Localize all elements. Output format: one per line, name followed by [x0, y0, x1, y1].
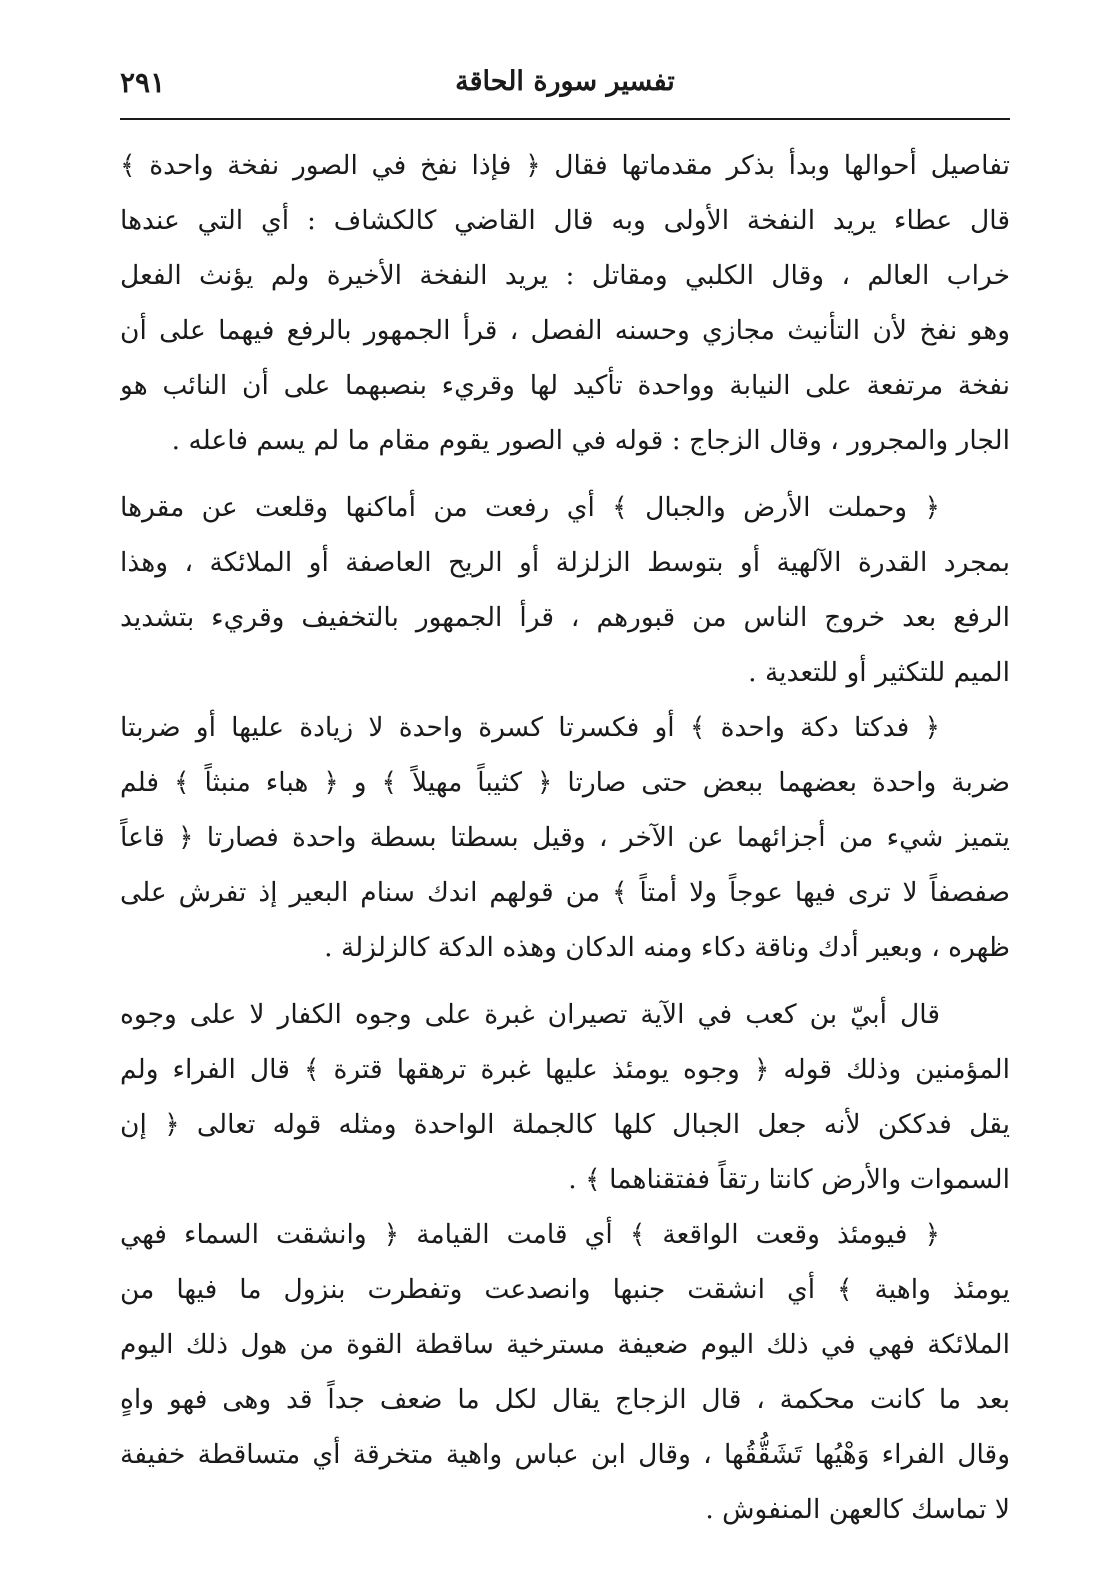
text-line: صفصفاً لا ترى فيها عوجاً ولا أمتاً ﴾ من قولهم اندك سنام البعير إذ تفرش على [120, 877, 1010, 908]
text-line: ﴿ وحملت الأرض والجبال ﴾ أي رفعت من أماكنها وقلعت عن مقرها [120, 492, 940, 523]
header-rule [120, 118, 1010, 120]
running-title: تفسير سورة الحاقة [455, 66, 675, 97]
text-line: ﴿ فيومئذ وقعت الواقعة ﴾ أي قامت القيامة ﴿ وانشقت السماء فهي [120, 1219, 940, 1250]
text-line: نفخة مرتفعة على النيابة وواحدة تأكيد لها وقريء بنصبهما على أن النائب هو [120, 370, 1010, 401]
text-line: وهو نفخ لأن التأنيث مجازي وحسنه الفصل ، قرأ الجمهور بالرفع فيهما على أن [120, 315, 1010, 346]
text-line: بمجرد القدرة الآلهية أو بتوسط الزلزلة أو الريح العاصفة أو الملائكة ، وهذا [120, 547, 1010, 578]
text-line: ﴿ فدكتا دكة واحدة ﴾ أو فكسرتا كسرة واحدة لا زيادة عليها أو ضربتا [120, 712, 940, 743]
text-line: ظهره ، وبعير أدك وناقة دكاء ومنه الدكان وهذه الدكة كالزلزلة . [324, 932, 1010, 963]
text-line: الرفع بعد خروج الناس من قبورهم ، قرأ الجمهور بالتخفيف وقريء بتشديد [120, 602, 1010, 633]
page-number: ٢٩١ [120, 66, 166, 99]
text-line: المؤمنين وذلك قوله ﴿ وجوه يومئذ عليها غبرة ترهقها قترة ﴾ قال الفراء ولم [120, 1054, 1010, 1085]
paragraph-5 [120, 1207, 1010, 1537]
text-line: السموات والأرض كانتا رتقاً ففتقناهما ﴾ . [568, 1164, 1010, 1195]
page-header [120, 66, 1010, 106]
paragraph-gap [120, 975, 1010, 987]
text-line: خراب العالم ، وقال الكلبي ومقاتل : يريد النفخة الأخيرة ولم يؤنث الفعل [120, 260, 1010, 291]
text-line: قال أبيّ بن كعب في الآية تصيران غبرة على وجوه الكفار لا على وجوه [120, 999, 940, 1030]
paragraph-2 [120, 480, 1010, 700]
paragraph-4 [120, 987, 1010, 1207]
text-line: الملائكة فهي في ذلك اليوم ضعيفة مسترخية ساقطة القوة من هول ذلك اليوم [120, 1329, 1010, 1360]
text-line: وقال الفراء وَهْيُها تَشَقُّقُها ، وقال ابن عباس واهية متخرقة أي متساقطة خفيفة [120, 1439, 1010, 1470]
text-line: الجار والمجرور ، وقال الزجاج : قوله في الصور يقوم مقام ما لم يسم فاعله . [171, 425, 1010, 456]
text-line: بعد ما كانت محكمة ، قال الزجاج يقال لكل ما ضعف جداً قد وهى فهو واهٍ [120, 1384, 1010, 1415]
text-line: الميم للتكثير أو للتعدية . [748, 657, 1010, 688]
text-line: ضربة واحدة بعضهما ببعض حتى صارتا ﴿ كثيباً مهيلاً ﴾ و ﴿ هباء منبثاً ﴾ فلم [120, 767, 1010, 798]
body-text [120, 138, 1010, 1537]
text-line: قال عطاء يريد النفخة الأولى وبه قال القاضي كالكشاف : أي التي عندها [120, 205, 1010, 236]
paragraph-3 [120, 700, 1010, 975]
text-line: تفاصيل أحوالها وبدأ بذكر مقدماتها فقال ﴿ فإذا نفخ في الصور نفخة واحدة ﴾ [120, 150, 1010, 181]
paragraph-gap [120, 468, 1010, 480]
text-line: لا تماسك كالعهن المنفوش . [705, 1494, 1010, 1525]
text-line: يقل فدككن لأنه جعل الجبال كلها كالجملة الواحدة ومثله قوله تعالى ﴿ إن [120, 1109, 1010, 1140]
text-line: يومئذ واهية ﴾ أي انشقت جنبها وانصدعت وتفطرت بنزول ما فيها من [120, 1274, 1010, 1305]
text-line: يتميز شيء من أجزائهما عن الآخر ، وقيل بسطتا بسطة واحدة فصارتا ﴿ قاعاً [120, 822, 1010, 853]
paragraph-1 [120, 138, 1010, 468]
